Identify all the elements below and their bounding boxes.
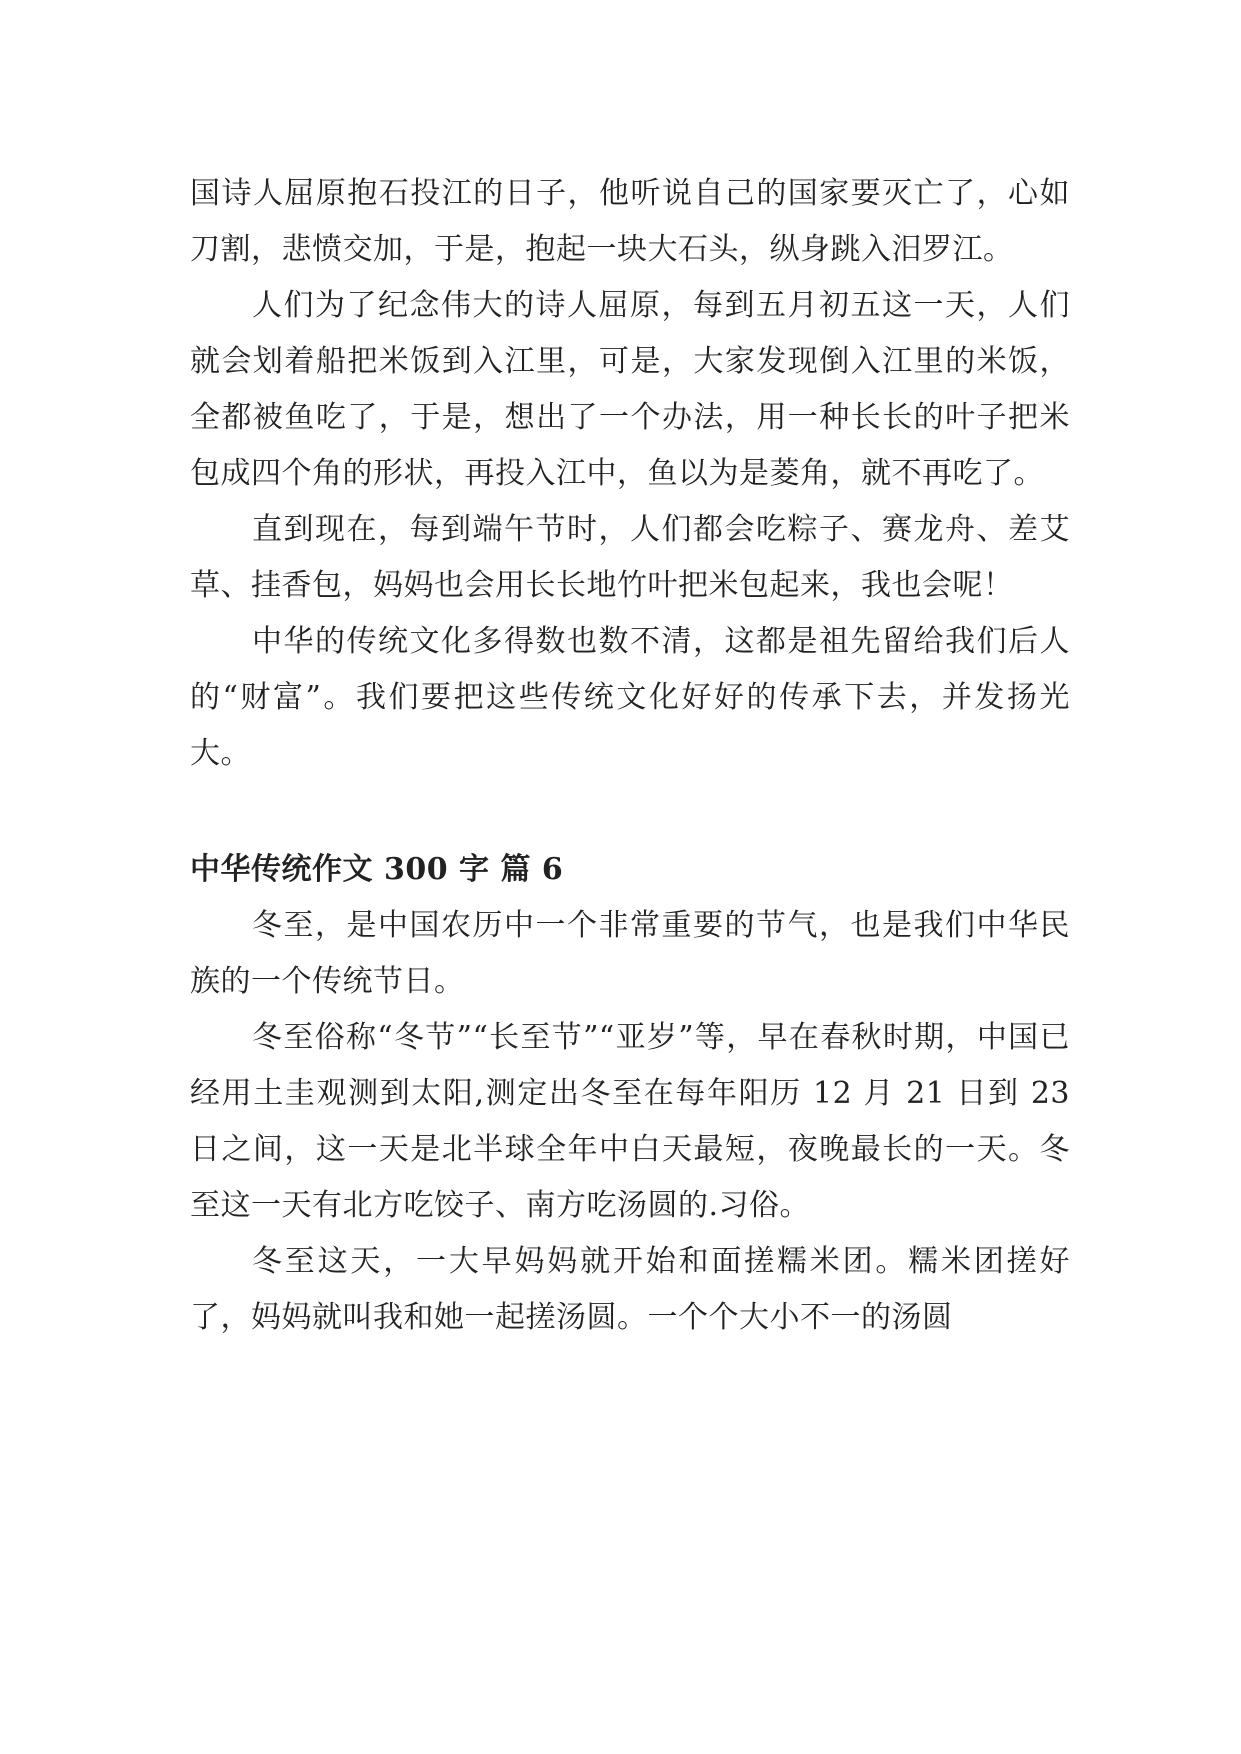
paragraph-winter-solstice-history: 冬至俗称“冬节”“长至节”“亚岁”等，早在春秋时期，中国已经用土圭观测到太阳,测定出冬至在每年阳历 12 月 21 日到 23 日之间，这一天是北半球全年中白天最短，夜晚最长的一天。冬至这一天有北方吃饺子、南方吃汤圆的.习俗。 [190, 1020, 1070, 1223]
paragraph-dragon-boat-customs: 直到现在，每到端午节时，人们都会吃粽子、赛龙舟、差艾草、挂香包，妈妈也会用长长地竹叶把米包起来，我也会呢！ [190, 512, 1070, 603]
paragraph-making-tangyuan: 冬至这天，一大早妈妈就开始和面搓糯米团。糯米团搓好了，妈妈就叫我和她一起搓汤圆。一个个大小不一的汤圆 [190, 1244, 1070, 1335]
section-title: 中华传统作文 300 字 篇 6 [190, 852, 564, 887]
paragraph-cultural-heritage: 中华的传统文化多得数也数不清，这都是祖先留给我们后人的“财富”。我们要把这些传统文化好好的传承下去，并发扬光大。 [190, 624, 1070, 771]
paragraph-winter-solstice-intro: 冬至，是中国农历中一个非常重要的节气，也是我们中华民族的一个传统节日。 [190, 908, 1070, 999]
paragraph-quyuan-story: 国诗人屈原抱石投江的日子，他听说自己的国家要灭亡了，心如刀割，悲愤交加，于是，抱起一块大石头，纵身跳入汨罗江。 [190, 176, 1070, 267]
document-body [190, 166, 1070, 1346]
paragraph-commemoration: 人们为了纪念伟大的诗人屈原，每到五月初五这一天，人们就会划着船把米饭到入江里，可是，大家发现倒入江里的米饭，全都被鱼吃了，于是，想出了一个办法，用一种长长的叶子把米包成四个角的形状，再投入江中，鱼以为是菱角，就不再吃了。 [190, 288, 1070, 491]
